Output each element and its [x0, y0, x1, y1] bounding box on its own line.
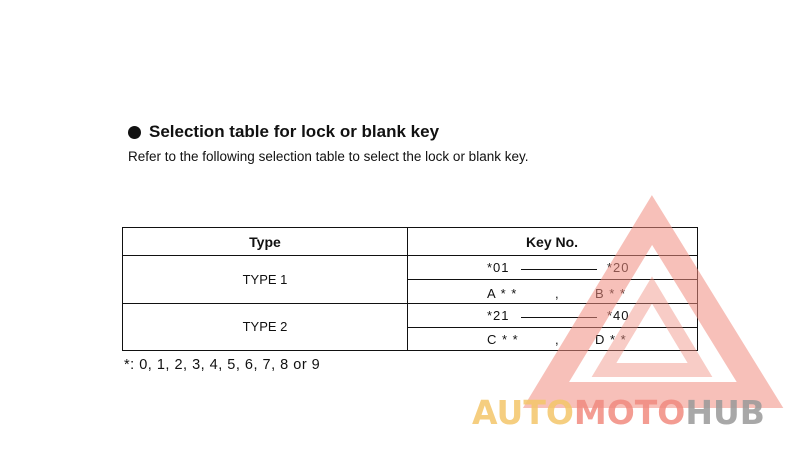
key-blank-c: C * * — [487, 332, 519, 347]
row-type-2: TYPE 2 — [242, 319, 288, 334]
key-range-end-2: *40 — [607, 308, 630, 323]
key-range-end-1: *20 — [607, 260, 630, 275]
subrow-divider — [407, 327, 697, 328]
watermark-text — [472, 393, 765, 432]
key-blank-d: D * * — [595, 332, 627, 347]
watermark-part-moto: MOTO — [573, 393, 686, 432]
range-dash — [521, 269, 597, 270]
range-dash — [521, 317, 597, 318]
key-blank-separator: , — [555, 286, 560, 301]
heading-text: Selection table for lock or blank key — [149, 122, 440, 141]
intro-text: Refer to the following selection table to select the lock or blank key. — [128, 149, 529, 164]
subrow-divider — [407, 279, 697, 280]
footnote: *: 0, 1, 2, 3, 4, 5, 6, 7, 8 or 9 — [124, 357, 321, 373]
key-range-start-2: *21 — [487, 308, 510, 323]
row-type-1: TYPE 1 — [242, 271, 288, 287]
watermark-part-auto: AUTO — [472, 393, 574, 432]
key-blank-a: A * * — [487, 286, 518, 301]
selection-table — [122, 227, 698, 351]
key-blank-separator: , — [555, 332, 560, 347]
section-heading — [128, 122, 439, 142]
header-type: Type — [249, 233, 281, 250]
bullet-icon — [128, 126, 141, 139]
watermark-part-hub: HUB — [685, 393, 765, 432]
key-blank-b: B * * — [595, 286, 627, 301]
key-range-start-1: *01 — [487, 260, 510, 275]
header-key-no: Key No. — [525, 233, 579, 250]
